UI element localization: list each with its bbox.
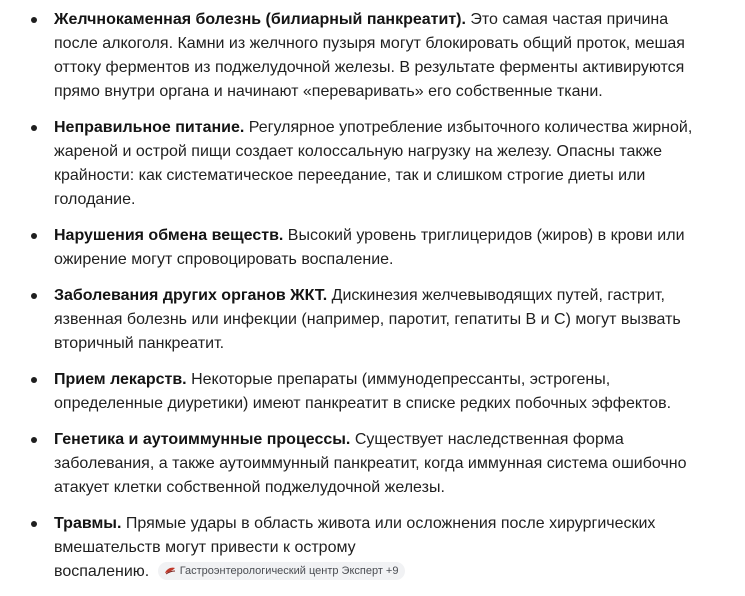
item-term: Генетика и аутоиммунные процессы. [54, 431, 351, 448]
item-text: Высокий уровень триглицеридов (жиров) в крови или ожирение могут спровоцировать воспаление. [54, 227, 685, 268]
item-term: Нарушения обмена веществ. [54, 227, 284, 244]
clinic-logo-icon [164, 566, 176, 575]
item-text: Существует наследственная форма заболевания, а также аутоиммунный панкреатит, когда иммунная система ошибочно атакует клетки собственной поджелудочной железы. [54, 431, 687, 496]
list-item [0, 8, 745, 104]
causes-list [0, 8, 745, 596]
item-term: Неправильное питание. [54, 119, 245, 136]
list-item [0, 116, 745, 212]
list-item [0, 428, 745, 500]
item-text: Некоторые препараты (иммунодепрессанты, эстрогены, определенные диуретики) имеют панкреатит в списке редких побочных эффектов. [54, 371, 672, 412]
bullet-icon [31, 377, 37, 383]
bullet-icon [31, 437, 37, 443]
source-chip-label: Гастроэнтерологический центр Эксперт +9 [179, 564, 399, 577]
item-text: Дискинезия желчевыводящих путей, гастрит, язвенная болезнь или инфекции (например, паротит, гепатиты В и С) могут вызвать вторичный панкреатит. [54, 287, 681, 352]
item-term: Заболевания других органов ЖКТ. [54, 287, 328, 304]
bullet-icon [31, 125, 37, 131]
bullet-icon [31, 521, 37, 527]
bullet-icon [31, 293, 37, 299]
item-term: Желчнокаменная болезнь (билиарный панкреатит). [54, 11, 466, 28]
item-text-end: воспалению. [54, 563, 150, 580]
item-term: Прием лекарств. [54, 371, 187, 388]
item-text: Регулярное употребление избыточного количества жирной, жареной и острой пищи создает колоссальную нагрузку на железу. Опасны также крайности: как систематическое переедание, так и слишком строгие диеты или голодание. [54, 119, 693, 208]
list-item [0, 368, 745, 416]
item-term: Травмы. [54, 515, 122, 532]
bullet-icon [31, 233, 37, 239]
list-item [0, 512, 745, 584]
list-item [0, 284, 745, 356]
source-chip[interactable] [158, 562, 406, 580]
list-item [0, 224, 745, 272]
item-text: Это самая частая причина после алкоголя. Камни из желчного пузыря могут блокировать общий проток, мешая оттоку ферментов из поджелудочной железы. В результате ферменты активируются прямо внутри органа и начинают «переваривать» его собственные ткани. [54, 11, 685, 100]
item-text: Прямые удары в область живота или осложнения после хирургических вмешательств могут привести к острому [54, 515, 656, 556]
bullet-icon [31, 17, 37, 23]
